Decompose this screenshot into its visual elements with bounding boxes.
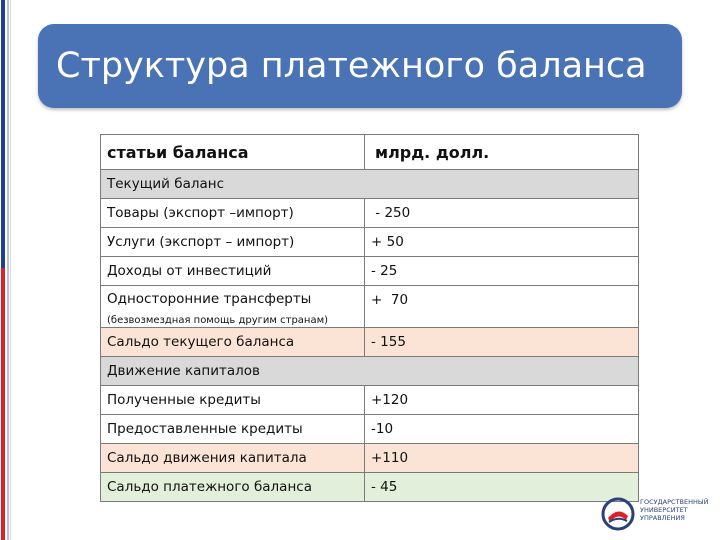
row-label: Односторонние трансферты <box>107 291 312 307</box>
row-label: Полученные кредиты <box>101 386 365 415</box>
row-label: Сальдо движения капитала <box>101 444 365 473</box>
row-note: (безвозмездная помощь другим странам) <box>107 315 329 326</box>
row-label: Предоставленные кредиты <box>101 415 365 444</box>
row-label: Сальдо платежного баланса <box>101 473 365 502</box>
header-items: статьи баланса <box>101 135 365 170</box>
row-value: -10 <box>365 415 639 444</box>
section-row-capital-flows <box>101 357 639 386</box>
header-amount: млрд. долл. <box>365 135 639 170</box>
row-value: +120 <box>365 386 639 415</box>
table-row <box>101 415 639 444</box>
logo-text: ГОСУДАРСТВЕННЫЙ УНИВЕРСИТЕТ УПРАВЛЕНИЯ <box>640 498 709 522</box>
white-stripe <box>5 0 6 540</box>
row-label: Доходы от инвестиций <box>101 257 365 286</box>
row-label: Товары (экспорт –импорт) <box>101 199 365 228</box>
table-row <box>101 228 639 257</box>
row-value: - 250 <box>365 199 639 228</box>
table-row <box>101 286 639 328</box>
table-row-payment-balance <box>101 473 639 502</box>
table-row <box>101 257 639 286</box>
section-label: Движение капиталов <box>101 357 639 386</box>
table-row-current-balance <box>101 328 639 357</box>
university-logo <box>600 496 708 532</box>
row-value: - 155 <box>365 328 639 357</box>
left-decorative-stripes <box>0 0 12 540</box>
grey-stripe <box>7 0 9 540</box>
table-header-row <box>101 135 639 170</box>
row-label: Услуги (экспорт – импорт) <box>101 228 365 257</box>
slide-title: Структура платежного баланса <box>56 46 647 86</box>
row-value: + 70 <box>365 286 639 328</box>
university-emblem-icon <box>600 496 636 532</box>
balance-table <box>100 134 639 502</box>
row-value: - 25 <box>365 257 639 286</box>
row-value: +110 <box>365 444 639 473</box>
row-label: Сальдо текущего баланса <box>101 328 365 357</box>
row-label-cell <box>101 286 365 328</box>
title-banner <box>38 24 682 108</box>
grey-stripe-thin <box>10 0 11 540</box>
table-row <box>101 386 639 415</box>
table-row <box>101 199 639 228</box>
row-value: - 45 <box>365 473 639 502</box>
section-row-current-account <box>101 170 639 199</box>
section-label: Текущий баланс <box>101 170 639 199</box>
row-value: + 50 <box>365 228 639 257</box>
table-row-capital-balance <box>101 444 639 473</box>
